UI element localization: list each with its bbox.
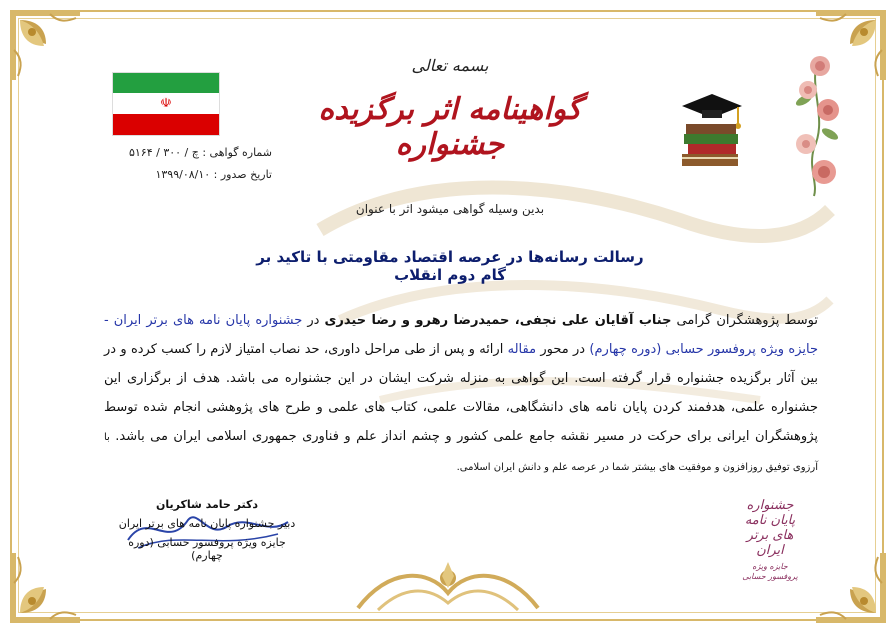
logo-sub-text: جایزه ویژه پروفسور حسابی xyxy=(742,562,798,581)
logo-main-text: جشنواره پایان نامه های برتر ایران xyxy=(744,498,796,558)
work-title: رسالت رسانه‌ها در عرصه اقتصاد مقاومتی با تاکید بر گام دوم انقلاب xyxy=(256,248,644,284)
signatory-name: دکتر حامد شاکریان xyxy=(155,498,259,511)
body-text-3: در محور xyxy=(540,342,586,357)
body-text-2: در xyxy=(307,313,320,328)
bottom-ornament xyxy=(348,548,548,618)
issue-date: تاریخ صدور : ۱۳۹۹/۰۸/۱۰ xyxy=(155,168,272,181)
axis: مقاله xyxy=(507,342,537,357)
flag-green-stripe xyxy=(113,73,219,93)
certificate-number: شماره گواهی : چ / ۳۰۰ / ۵۱۶۴ xyxy=(128,146,272,159)
flag-white-stripe xyxy=(113,93,219,114)
flag-emblem-icon: ☫ xyxy=(160,96,172,111)
authors: جناب آقایان علی نجفی، حمیدرضا رهرو و رضا حیدری xyxy=(324,313,672,328)
festival-name: جشنواره پایان نامه های برتر ایران - جایزه ویژه پروفسور حسابی (دوره چهارم) xyxy=(104,313,818,357)
corner-ornament-bottom-right xyxy=(812,549,890,627)
flag-red-stripe xyxy=(113,114,219,135)
festival-logo xyxy=(740,498,800,590)
intro-text: بدین وسیله گواهی میشود اثر با عنوان xyxy=(355,202,545,216)
certificate-title: گواهینامه اثر برگزیده جشنواره xyxy=(318,92,582,162)
signatory-role: دبیر جشنواره پایان نامه های برتر ایران xyxy=(118,517,296,530)
body-text-4: ارائه و پس از طی مراحل داوری، حد نصاب امتیاز لازم را کسب کرده و در بین آثار برگزیده جشنواره قرار گرفته است. این گواهی به منزله شرکت ایشان در این جشنواره می باشد. هدف از برگزاری این جشنواره علمی، هدفمند کردن پایان نامه های دانشگاهی، مقالات علمی، کتاب های علمی و طرح های پژوهشی انجام شده توسط پژوهشگران ایرانی برای حرکت در مسیر نقشه جامع علمی کشور و چشم انداز علم و فناوری جمهوری اسلامی ایران می باشد. xyxy=(104,342,818,444)
iran-flag xyxy=(112,72,220,136)
body-text-1: توسط پژوهشگران گرامی xyxy=(676,313,818,328)
corner-ornament-top-left xyxy=(6,6,84,84)
rose-bouquet-icon xyxy=(778,48,850,198)
signatory-award: جایزه ویژه پروفسور حسابی (دوره چهارم) xyxy=(128,536,286,562)
closing-wish: با آرزوی توفیق روزافزون و موفقیت های بیشتر شما در عرصه علم و دانش ایران اسلامی. xyxy=(104,432,818,473)
bismillah-heading: بسمه تعالی xyxy=(411,56,489,75)
signatory-block xyxy=(112,498,302,568)
certificate-body xyxy=(104,306,818,482)
books-with-graduation-cap-icon xyxy=(676,84,748,174)
corner-ornament-bottom-left xyxy=(6,549,84,627)
